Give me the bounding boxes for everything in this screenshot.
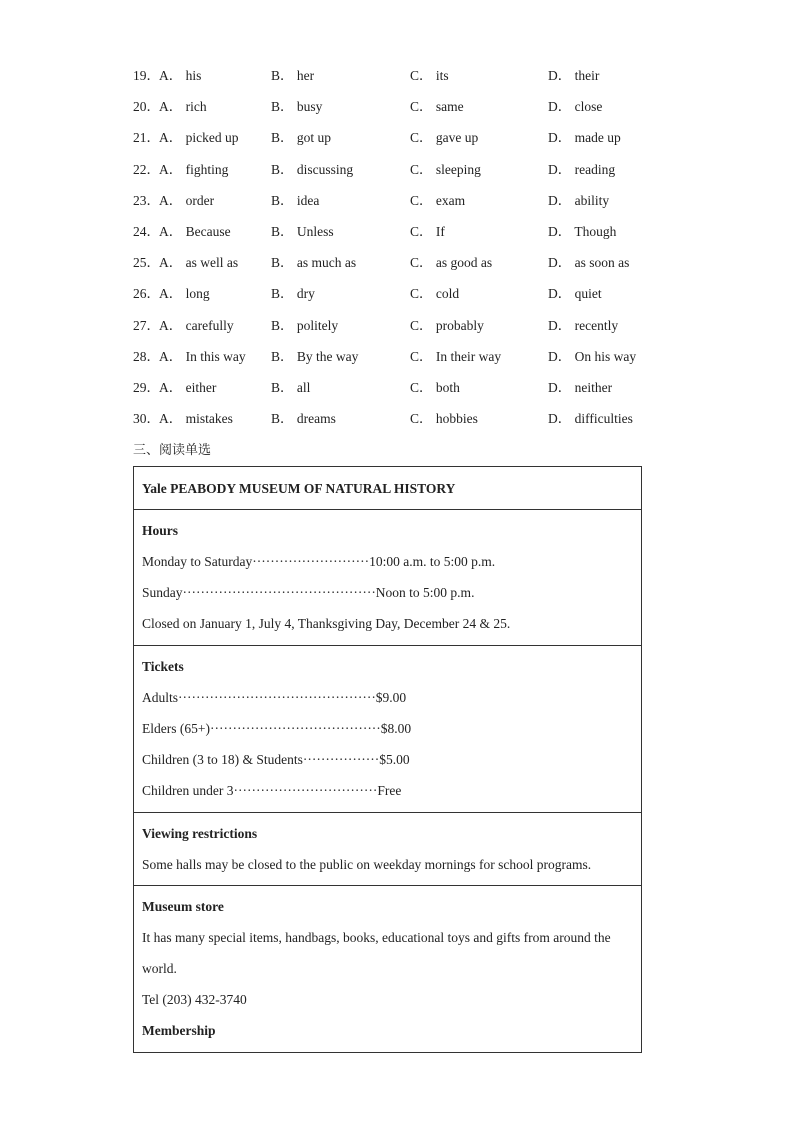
question-number: 27． (133, 317, 160, 333)
option-d: D． neither (548, 379, 613, 395)
question-20 (133, 97, 673, 128)
option-d: D． as soon as (548, 255, 630, 271)
option-c: C． cold (410, 286, 460, 302)
option-a: A． mistakes (159, 411, 233, 427)
question-number: 26． (133, 286, 160, 302)
option-d: D． close (548, 99, 603, 115)
question-number: 24． (133, 223, 160, 239)
option-a: A． fighting (159, 161, 229, 177)
option-a: A． picked up (159, 130, 239, 146)
option-b: B． idea (271, 192, 320, 208)
option-c: C． exam (410, 192, 466, 208)
tickets-heading: Tickets (142, 659, 184, 674)
option-b: B． her (271, 68, 315, 83)
store-cell (134, 886, 641, 1052)
option-a: A． rich (159, 99, 207, 115)
question-29 (133, 378, 673, 409)
question-25 (133, 253, 673, 284)
hours-heading: Hours (142, 523, 179, 538)
membership-heading: Membership (142, 1023, 216, 1038)
option-a: A． as well as (159, 255, 239, 271)
question-number: 25． (133, 255, 160, 271)
notice-title-cell (134, 467, 641, 510)
tickets-cell (134, 646, 641, 813)
option-b: B． all (271, 379, 311, 395)
question-list (133, 66, 673, 440)
option-b: B． Unless (271, 223, 334, 239)
option-c: C． same (410, 99, 464, 115)
question-28 (133, 347, 673, 378)
option-a: A． order (159, 192, 215, 208)
question-19 (133, 66, 673, 97)
viewing-heading: Viewing restrictions (142, 826, 258, 841)
option-c: C． hobbies (410, 411, 478, 427)
question-23 (133, 191, 673, 222)
option-b: B． as much as (271, 255, 357, 271)
option-a: A． long (159, 286, 210, 302)
question-24 (133, 222, 673, 253)
hours-sunday: Sunday···········································Noon to 5:00 p.m. (142, 585, 475, 600)
option-c: C． In their way (410, 348, 502, 364)
store-text-line1: It has many special items, handbags, books, educational toys and gifts from around the (142, 930, 611, 945)
option-c: C． its (410, 68, 449, 83)
viewing-cell (134, 813, 641, 886)
question-21 (133, 128, 673, 159)
question-number: 30． (133, 411, 160, 427)
question-number: 22． (133, 161, 160, 177)
option-b: B． By the way (271, 348, 359, 364)
question-22 (133, 160, 673, 191)
option-d: D． Though (548, 223, 617, 239)
option-b: B． got up (271, 130, 332, 146)
option-d: D． difficulties (548, 411, 633, 427)
question-number: 21． (133, 130, 160, 146)
museum-notice-table (133, 466, 642, 1053)
question-number: 28． (133, 348, 160, 364)
question-27 (133, 316, 673, 347)
question-number: 29． (133, 379, 160, 395)
option-a: A． Because (159, 223, 231, 239)
viewing-text: Some halls may be closed to the public on weekday mornings for school programs. (142, 857, 592, 872)
option-d: D． recently (548, 317, 619, 333)
option-d: D． their (548, 68, 600, 83)
option-c: C． gave up (410, 130, 479, 146)
store-tel: Tel (203) 432-3740 (142, 992, 247, 1007)
option-d: D． On his way (548, 348, 637, 364)
question-number: 23． (133, 192, 160, 208)
ticket-elders: Elders (65+)······································$8.00 (142, 721, 412, 736)
option-b: B． dreams (271, 411, 336, 427)
option-a: A． his (159, 68, 202, 83)
option-b: B． politely (271, 317, 339, 333)
ticket-under3: Children under 3································Free (142, 783, 402, 798)
notice-title: Yale PEABODY MUSEUM OF NATURAL HISTORY (142, 481, 456, 496)
option-d: D． reading (548, 161, 616, 177)
hours-cell (134, 510, 641, 646)
ticket-adults: Adults············································$9.00 (142, 690, 407, 705)
option-c: C． probably (410, 317, 484, 333)
option-c: C． as good as (410, 255, 493, 271)
option-b: B． dry (271, 286, 315, 302)
hours-weekday: Monday to Saturday··························10:00 a.m. to 5:00 p.m. (142, 554, 496, 569)
section-heading: 三、阅读单选 (133, 443, 212, 458)
option-b: B． discussing (271, 161, 354, 177)
store-heading: Museum store (142, 899, 224, 914)
option-a: A． carefully (159, 317, 234, 333)
hours-closed: Closed on January 1, July 4, Thanksgiving Day, December 24 & 25. (142, 616, 511, 631)
ticket-children: Children (3 to 18) & Students·················$5.00 (142, 752, 410, 767)
question-number: 20． (133, 99, 160, 115)
store-text-line2: world. (142, 961, 177, 976)
question-number: 19． (133, 68, 160, 83)
option-c: C． If (410, 223, 445, 239)
option-c: C． both (410, 379, 460, 395)
option-a: A． In this way (159, 348, 246, 364)
option-a: A． either (159, 379, 217, 395)
question-26 (133, 284, 673, 315)
option-b: B． busy (271, 99, 323, 115)
option-d: D． quiet (548, 286, 602, 302)
option-c: C． sleeping (410, 161, 481, 177)
option-d: D． made up (548, 130, 621, 146)
question-30 (133, 409, 673, 440)
option-d: D． ability (548, 192, 610, 208)
